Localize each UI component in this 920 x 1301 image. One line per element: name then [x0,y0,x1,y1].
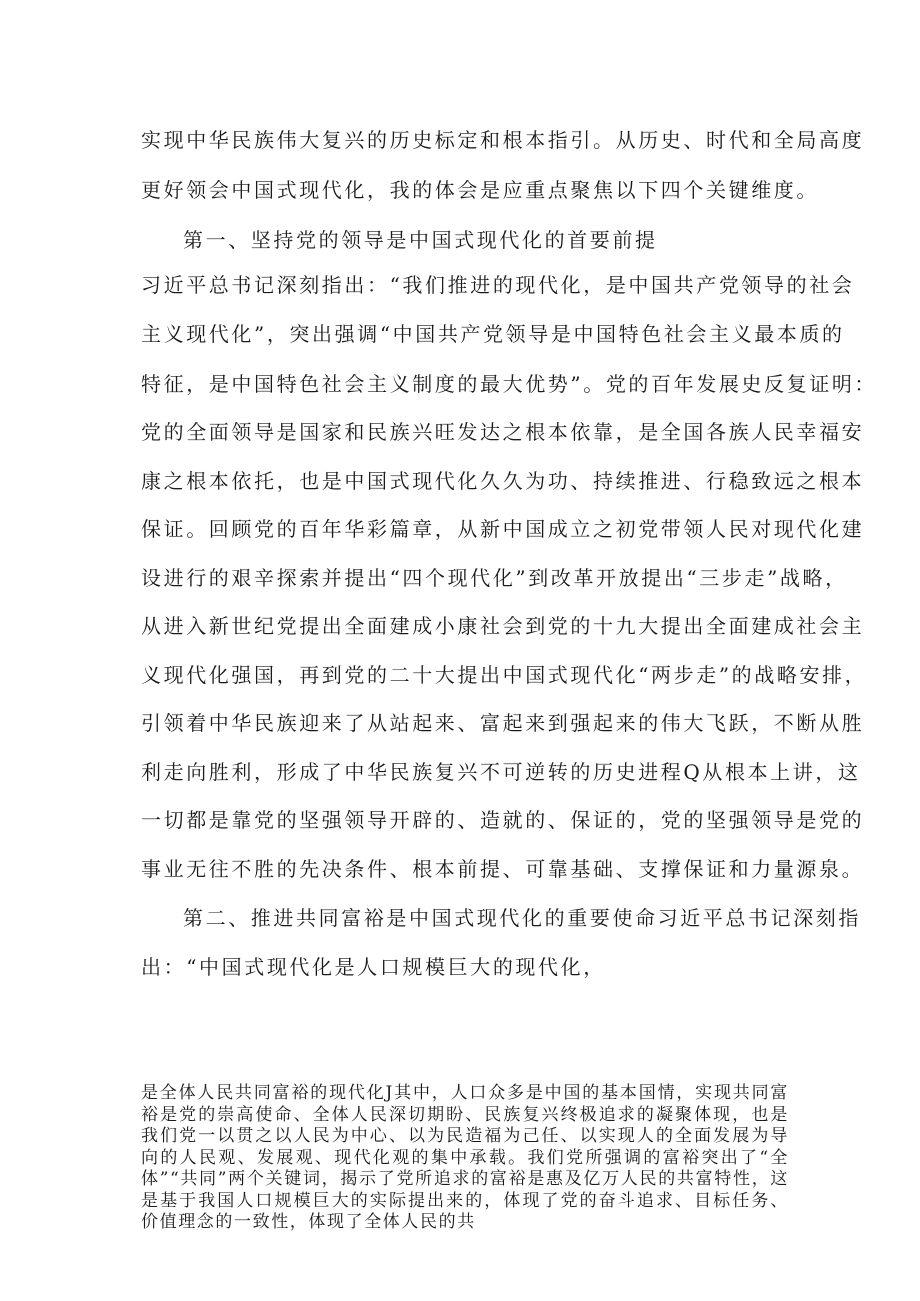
text-line-4: 习近平总书记深刻指出：“我们推进的现代化，是中国共产党领导的社会 [141,273,855,297]
section-heading-1: 第一、坚持党的领导是中国式现代化的首要前提 [183,228,658,252]
text-line-14: 利走向胜利，形成了中华民族复兴不可逆转的历史进程Q从根本上讲，这 [141,760,861,784]
text-line-10: 设进行的艰辛探索并提出“四个现代化”到改革开放提出“三步走”战略， [141,566,848,590]
text-line-1: 实现中华民族伟大复兴的历史标定和根本指引。从历史、时代和全局高度 [141,128,865,152]
text-line-5: 主义现代化”，突出强调“中国共产党领导是中国特色社会主义最本质的 [141,322,845,346]
text-line-16: 事业无往不胜的先决条件、根本前提、可靠基础、支撑保证和力量源泉。 [141,857,865,881]
dense-paragraph: 是全体人民共同富裕的现代化J其中，人口众多是中国的基本国情，实现共同富裕是党的崇高使命、全体人民深切期盼、民族复兴终极追求的凝聚体现，也是我们党一以贯之以人民为中心、以为民造福为己任、以实现人的全面发展为导向的人民观、发展观、现代化观的集中承载。我们党所强调的富裕突出了“全体”“共同”两个关键词，揭示了党所追求的富裕是惠及亿万人民的共富特性，这是基于我国人口规模巨大的实际提出来的，体现了党的奋斗追求、目标任务、价值理念的一致性，体现了全体人民的共 [141,1083,789,1232]
section-heading-2: 第二、推进共同富裕是中国式现代化的重要使命习近平总书记深刻指 [183,906,861,930]
text-line-2: 更好领会中国式现代化，我的体会是应重点聚焦以下四个关键维度。 [141,178,819,202]
text-line-13: 引领着中华民族迎来了从站起来、富起来到强起来的伟大飞跃，不断从胜 [141,711,865,735]
text-line-7: 党的全面领导是国家和民族兴旺发达之根本依靠，是全国各族人民幸福安 [141,420,865,444]
text-line-15: 一切都是靠党的坚强领导开辟的、造就的、保证的，党的坚强领导是党的 [141,808,865,832]
text-line-8: 康之根本依托，也是中国式现代化久久为功、持续推进、行稳致远之根本 [141,469,865,493]
text-line-11: 从进入新世纪党提出全面建成小康社会到党的十九大提出全面建成社会主 [141,614,865,638]
text-line-9: 保证。回顾党的百年华彩篇章，从新中国成立之初党带领人民对现代化建 [141,517,865,541]
text-line-6: 特征，是中国特色社会主义制度的最大优势”。党的百年发展史反复证明： [141,372,878,396]
text-line-12: 义现代化强国，再到党的二十大提出中国式现代化“两步走”的战略安排， [141,663,868,687]
text-line-18: 出：“中国式现代化是人口规模巨大的现代化， [141,955,606,979]
